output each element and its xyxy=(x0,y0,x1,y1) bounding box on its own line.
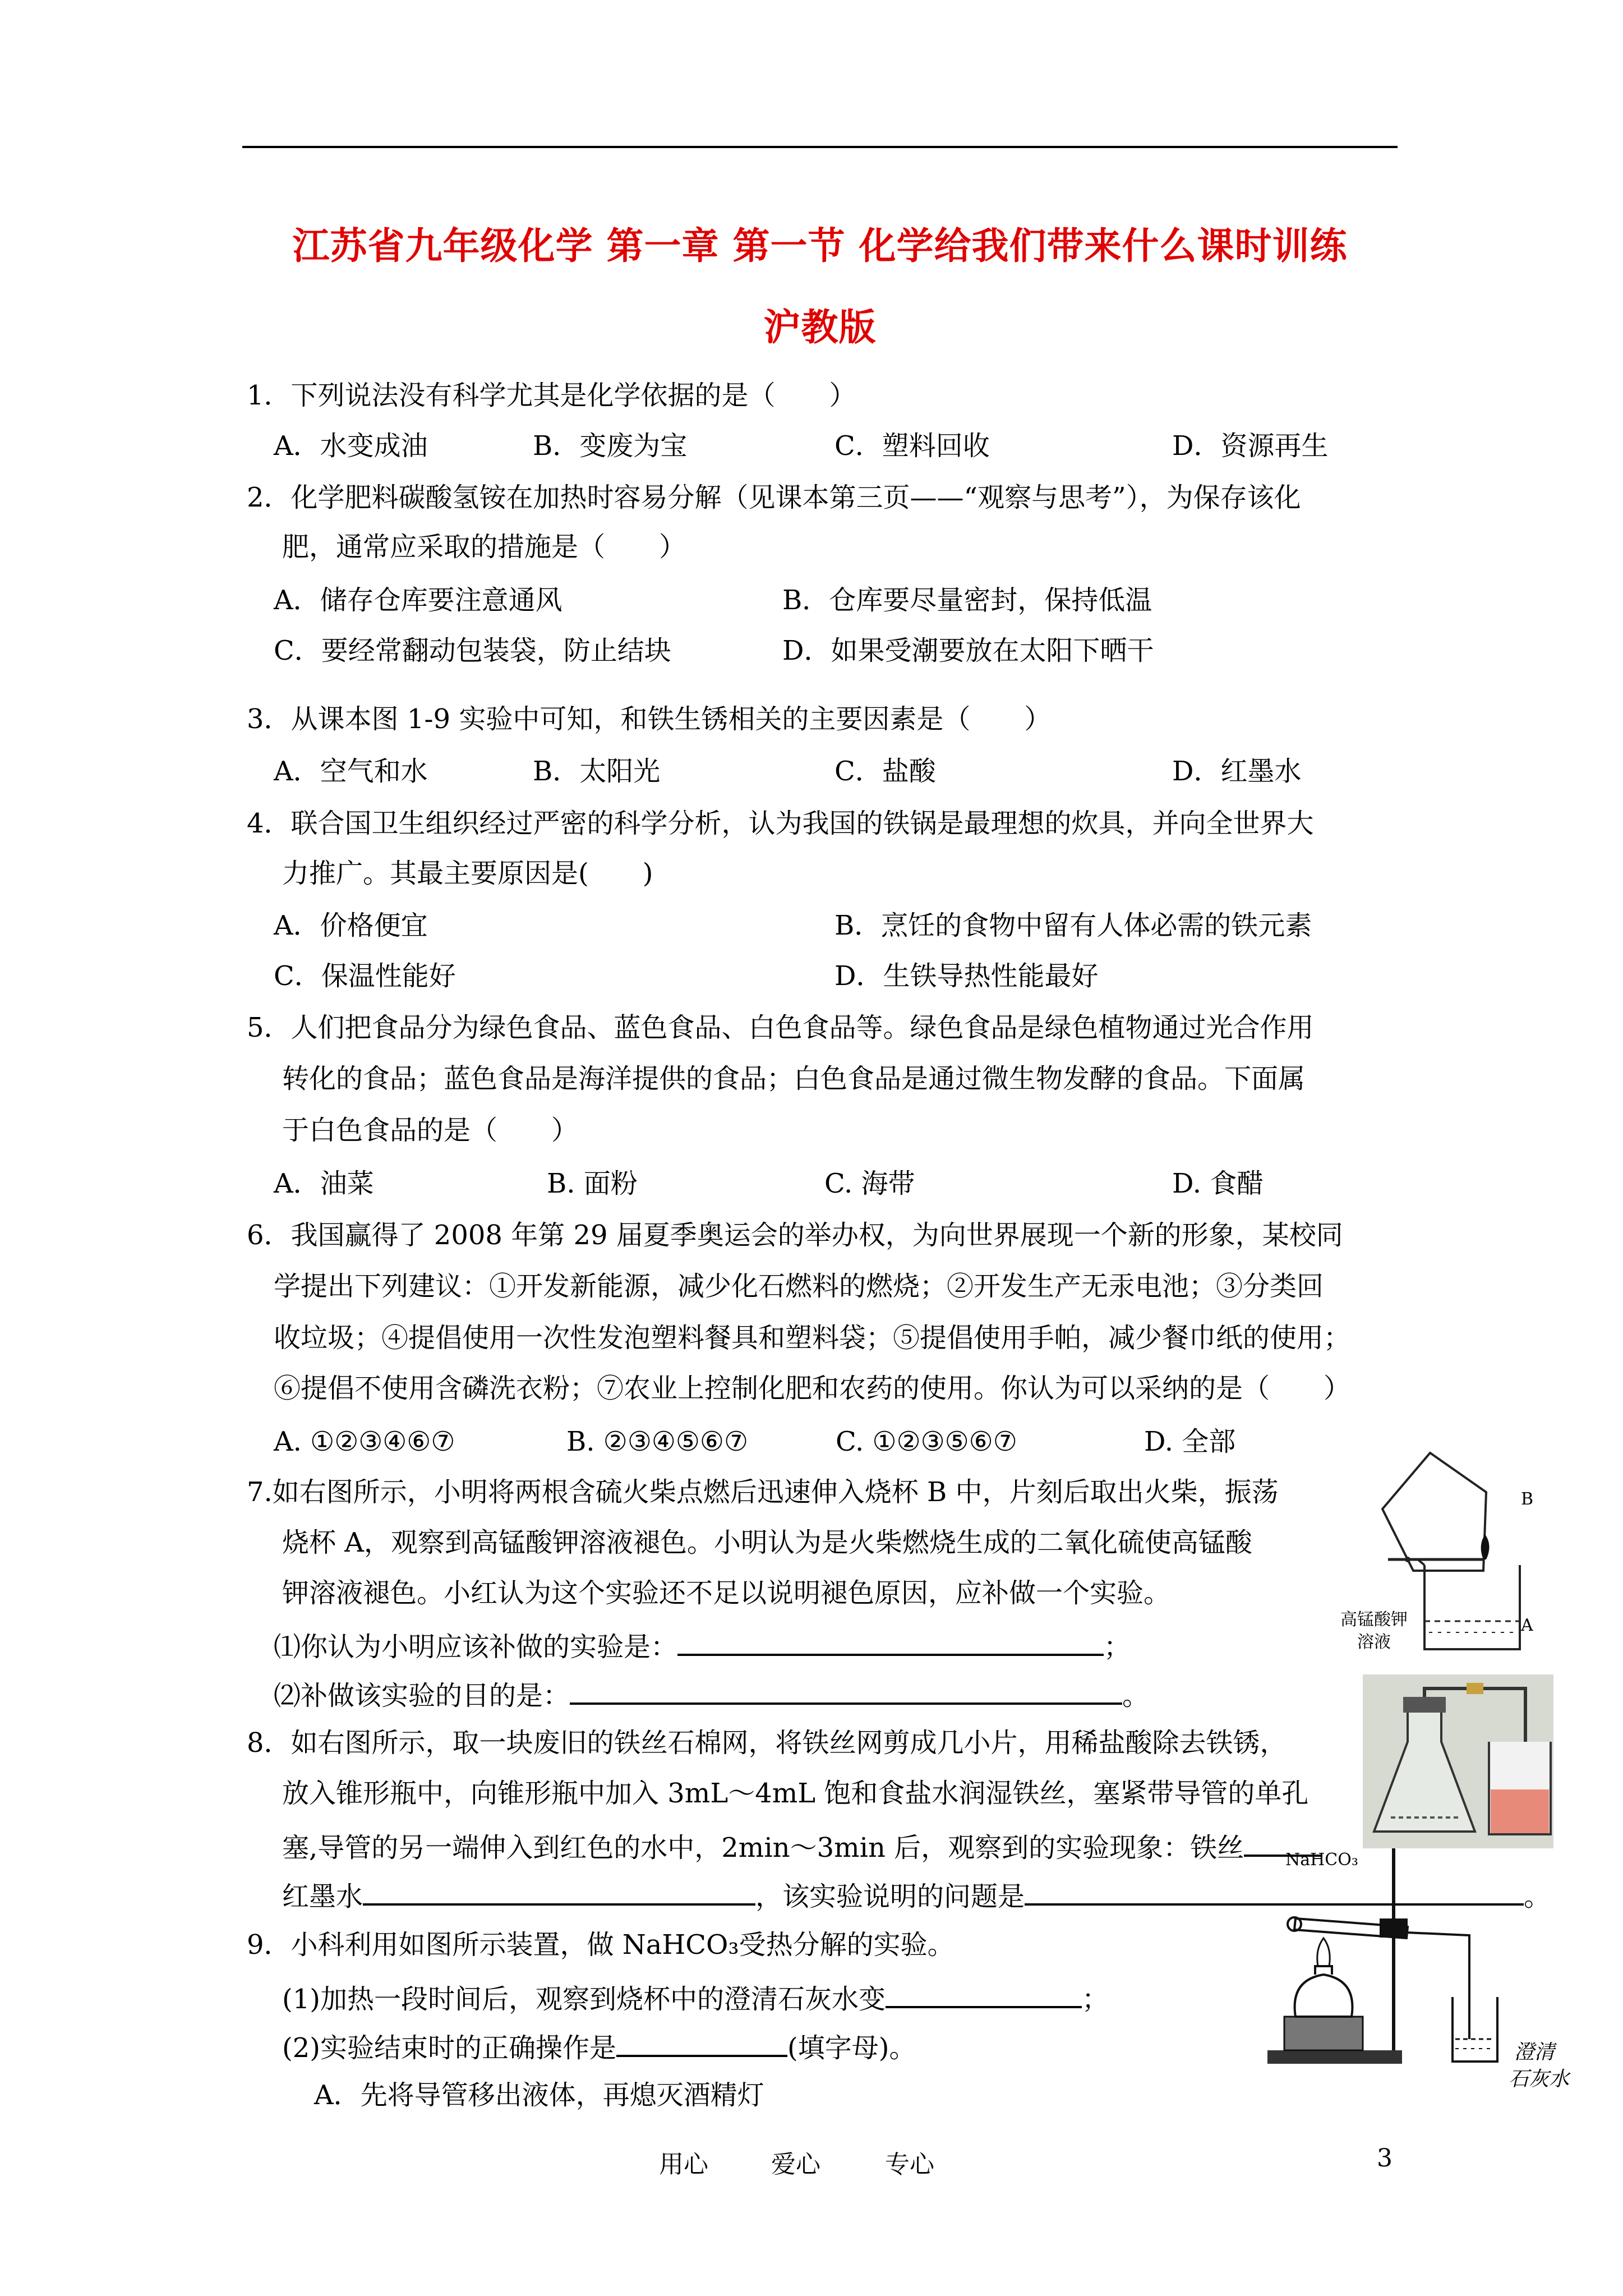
q4-stem-line2: 力推广。其最主要原因是( ) xyxy=(282,858,653,889)
q7-label-a: A xyxy=(1521,1616,1533,1635)
q9-sub2-end: (填字母)。 xyxy=(787,2032,916,2064)
q9-label-lime-1: 澄清 xyxy=(1514,2041,1555,2064)
footer-text-2: 爱心 xyxy=(771,2150,820,2179)
q2-option-d: D．如果受潮要放在太阳下晒干 xyxy=(782,635,1154,666)
q2-stem-line1: 2．化学肥料碳酸氢铵在加热时容易分解（见课本第三页——“观察与思考”），为保存该化 xyxy=(247,482,1301,513)
header-rule xyxy=(242,146,1398,148)
q7-stem-line3: 钾溶液褪色。小红认为这个实验还不足以说明褪色原因，应补做一个实验。 xyxy=(282,1577,1171,1609)
q1-option-d: D．资源再生 xyxy=(1172,430,1329,462)
q1-stem: 1．下列说法没有科学尤其是化学依据的是（ ） xyxy=(247,380,856,411)
q6-stem-line3: 收垃圾；④提倡使用一次性发泡塑料餐具和塑料袋；⑤提倡使用手帕，减少餐巾纸的使用； xyxy=(274,1322,1351,1354)
q6-option-b: B. ②③④⑤⑥⑦ xyxy=(566,1426,748,1457)
q6-option-c: C. ①②③⑤⑥⑦ xyxy=(836,1426,1017,1457)
footer-text-3: 专心 xyxy=(885,2150,934,2179)
q7-sub2-blank[interactable] xyxy=(570,1676,1122,1705)
q5-option-b: B. 面粉 xyxy=(547,1168,638,1199)
q7-stem-line1: 7.如右图所示，小明将两根含硫火柴点燃后迅速伸入烧杯 B 中，片刻后取出火柴，振荡 xyxy=(247,1476,1279,1508)
q7-sub1-blank[interactable] xyxy=(677,1627,1104,1656)
q7-sub1-end: ； xyxy=(1104,1631,1131,1663)
q8-flask-figure xyxy=(1363,1674,1553,1848)
q7-sub2-end: 。 xyxy=(1122,1680,1150,1711)
q2-option-c: C．要经常翻动包装袋，防止结块 xyxy=(274,635,671,666)
page-title-line1: 江苏省九年级化学 第一章 第一节 化学给我们带来什么课时训练 xyxy=(292,224,1348,268)
q5-stem-line1: 5．人们把食品分为绿色食品、蓝色食品、白色食品等。绿色食品是绿色植物通过光合作用 xyxy=(247,1012,1314,1043)
q9-sub1-blank[interactable] xyxy=(886,1979,1082,2008)
q7-label-solution-1: 高锰酸钾 xyxy=(1340,1610,1408,1630)
q3-stem: 3．从课本图 1-9 实验中可知，和铁生锈相关的主要因素是（ ） xyxy=(247,703,1052,735)
q4-option-a: A．价格便宜 xyxy=(274,910,428,941)
q7-stem-line2: 烧杯 A，观察到高锰酸钾溶液褪色。小明认为是火柴燃烧生成的二氧化硫使高锰酸 xyxy=(282,1527,1252,1558)
q1-option-c: C．塑料回收 xyxy=(834,430,990,462)
q6-stem-line1: 6．我国赢得了 2008 年第 29 届夏季奥运会的举办权，为向世界展现一个新的形象，某校同 xyxy=(247,1220,1343,1251)
q8-stem-line1: 8．如右图所示，取一块废旧的铁丝石棉网，将铁丝网剪成几小片，用稀盐酸除去铁锈， xyxy=(247,1727,1287,1759)
q7-sub2 xyxy=(274,1676,1149,1713)
q3-option-a: A．空气和水 xyxy=(274,756,428,787)
q2-option-a: A．储存仓库要注意通风 xyxy=(274,585,562,616)
q7-sub1-text: ⑴你认为小明应该补做的实验是： xyxy=(274,1631,678,1663)
q4-option-c: C．保温性能好 xyxy=(274,960,456,992)
q9-stem: 9．小科利用如图所示装置，做 NaHCO₃受热分解的实验。 xyxy=(247,1929,955,1961)
q7-sub2-text: ⑵补做该实验的目的是： xyxy=(274,1680,570,1711)
q9-sub2-blank[interactable] xyxy=(616,2028,787,2057)
q9-label-nahco3: NaHCO₃ xyxy=(1285,1850,1358,1870)
q7-sub1 xyxy=(274,1627,1131,1664)
q8-stem-end: 。 xyxy=(1524,1881,1551,1912)
q1-option-b: B．变废为宝 xyxy=(533,430,688,462)
q3-option-c: C．盐酸 xyxy=(834,756,936,787)
page-title-line2: 沪教版 xyxy=(763,305,877,349)
q8-red-water-blank[interactable] xyxy=(363,1876,755,1906)
q5-option-d: D. 食醋 xyxy=(1172,1168,1264,1199)
q8-stem-line3-text: 塞,导管的另一端伸入到红色的水中，2min～3min 后，观察到的实验现象：铁丝 xyxy=(282,1832,1244,1864)
q2-option-b: B．仓库要尽量密封，保持低温 xyxy=(782,585,1152,616)
q4-option-b: B．烹饪的食物中留有人体必需的铁元素 xyxy=(834,910,1312,941)
q8-stem-line3 xyxy=(282,1828,1322,1865)
q4-option-d: D．生铁导热性能最好 xyxy=(834,960,1099,992)
q7-label-b: B xyxy=(1521,1489,1534,1509)
q9-option-a: A．先将导管移出液体，再熄灭酒精灯 xyxy=(314,2079,764,2111)
q3-option-d: D．红墨水 xyxy=(1172,756,1302,787)
q8-conclusion-label: ，该实验说明的问题是 xyxy=(755,1881,1025,1912)
q8-stem-line2: 放入锥形瓶中，向锥形瓶中加入 3mL～4mL 饱和食盐水润湿铁丝，塞紧带导管的单孔 xyxy=(282,1778,1309,1809)
q7-label-solution-2: 溶液 xyxy=(1357,1632,1391,1652)
q1-option-a: A．水变成油 xyxy=(274,430,428,462)
q9-sub1 xyxy=(282,1979,1109,2016)
page-number: 3 xyxy=(1377,2144,1393,2173)
q6-option-a: A. ①②③④⑥⑦ xyxy=(274,1426,455,1457)
q9-sub2-text: (2)实验结束时的正确操作是 xyxy=(282,2032,616,2064)
q9-sub1-text: (1)加热一段时间后，观察到烧杯中的澄清石灰水变 xyxy=(282,1984,886,2015)
q3-option-b: B．太阳光 xyxy=(533,756,661,787)
q5-option-c: C. 海带 xyxy=(824,1168,915,1199)
q8-red-water-label: 红墨水 xyxy=(282,1881,363,1912)
q5-stem-line3: 于白色食品的是（ ） xyxy=(282,1115,579,1146)
q6-stem-line2: 学提出下列建议：①开发新能源，减少化石燃料的燃烧；②开发生产无汞电池；③分类回 xyxy=(274,1271,1324,1302)
q4-stem-line1: 4．联合国卫生组织经过严密的科学分析，认为我国的铁锅是最理想的炊具，并向全世界大 xyxy=(247,808,1314,839)
q5-stem-line2: 转化的食品；蓝色食品是海洋提供的食品；白色食品是通过微生物发酵的食品。下面属 xyxy=(282,1063,1306,1094)
q6-option-d: D. 全部 xyxy=(1144,1426,1236,1457)
footer-text-1: 用心 xyxy=(659,2150,708,2179)
q2-stem-line2: 肥，通常应采取的措施是（ ） xyxy=(282,531,686,563)
q6-stem-line4: ⑥提倡不使用含磷洗衣粉；⑦农业上控制化肥和农药的使用。你认为可以采纳的是（ ） xyxy=(274,1373,1351,1404)
q9-label-lime-2: 石灰水 xyxy=(1509,2068,1570,2091)
q5-option-a: A．油菜 xyxy=(274,1168,374,1199)
q9-sub2 xyxy=(282,2028,916,2065)
q9-sub1-end: ； xyxy=(1082,1984,1109,2015)
